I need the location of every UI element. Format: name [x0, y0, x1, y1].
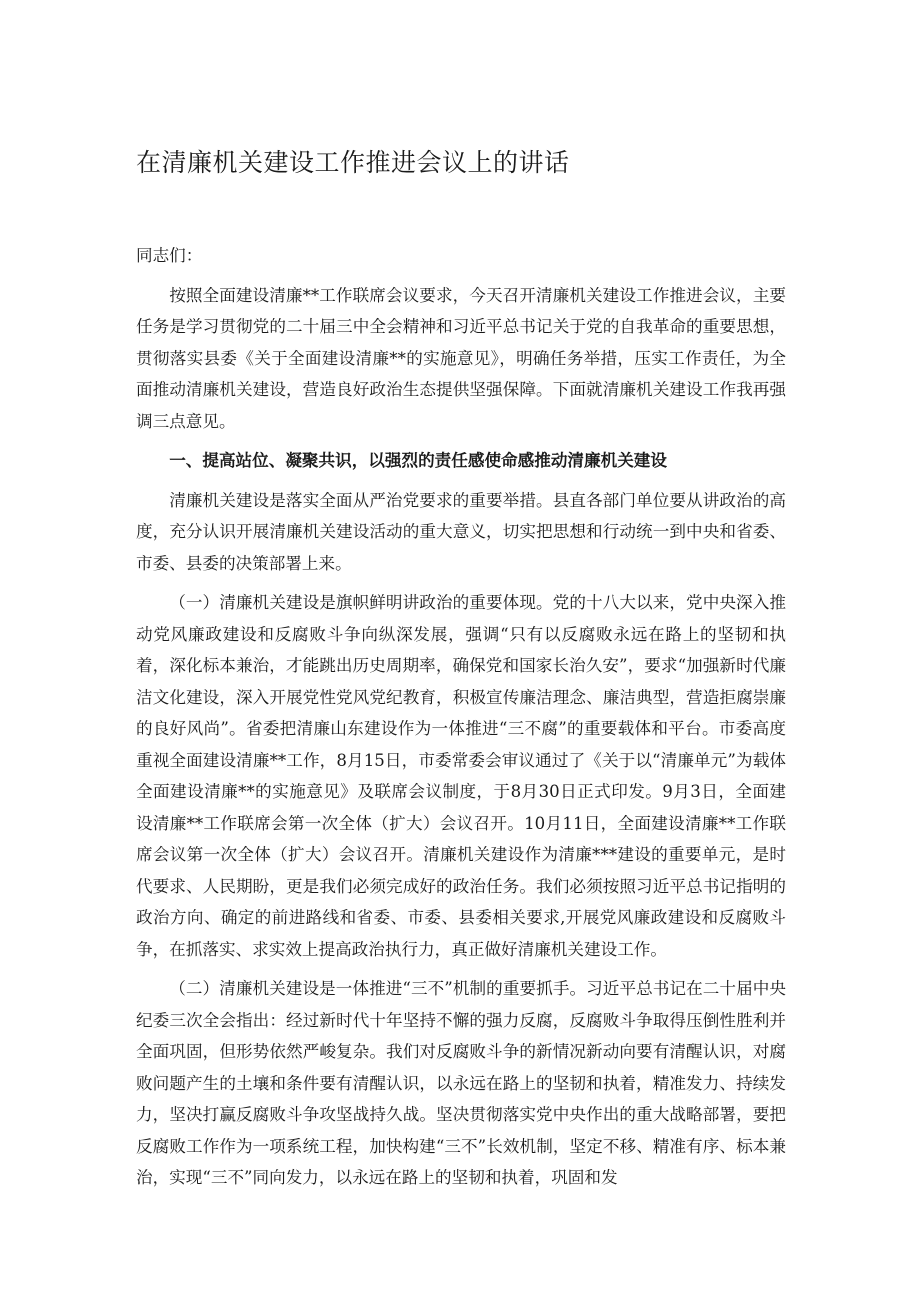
subsection-2-paragraph: （二）清廉机关建设是一体推进“三不”机制的重要抓手。习近平总书记在二十届中央纪委三次全会指出：经过新时代十年坚持不懈的强力反腐，反腐败斗争取得压倒性胜利并全面巩固，但形势依然严峻复杂。我们对反腐败斗争的新情况新动向要有清醒认识，对腐败问题产生的土壤和条件要有清醒认识，以永远在路上的坚韧和执着，精准发力、持续发力，坚决打赢反腐败斗争攻坚战持久战。坚决贯彻落实党中央作出的重大战略部署，要把反腐败工作作为一项系统工程，加快构建“三不”长效机制，坚定不移、精准有序、标本兼治，实现“三不”同向发力，以永远在路上的坚韧和执着，巩固和发	[136, 979, 786, 1187]
section-heading-1: 一、提高站位、凝聚共识，以强烈的责任感使命感推动清廉机关建设	[169, 450, 667, 470]
salutation: 同志们：	[136, 246, 203, 265]
intro-paragraph: 按照全面建设清廉**工作联席会议要求，今天召开清廉机关建设工作推进会议，主要任务是学习贯彻党的二十届三中全会精神和习近平总书记关于党的自我革命的重要思想，贯彻落实县委《关于全面建设清廉**的实施意见》，明确任务举措，压实工作责任，为全面推动清廉机关建设，营造良好政治生态提供坚强保障。下面就清廉机关建设工作我再强调三点意见。	[136, 285, 786, 431]
subsection-1-paragraph: （一）清廉机关建设是旗帜鲜明讲政治的重要体现。党的十八大以来，党中央深入推动党风廉政建设和反腐败斗争向纵深发展，强调“只有以反腐败永远在路上的坚韧和执着，深化标本兼治，才能跳出历史周期率，确保党和国家长治久安”，要求“加强新时代廉洁文化建设，深入开展党性党风党纪教育，积极宣传廉洁理念、廉洁典型，营造拒腐崇廉的良好风尚”。省委把清廉山东建设作为一体推进“三不腐”的重要载体和平台。市委高度重视全面建设清廉**工作，8月15日，市委常委会审议通过了《关于以“清廉单元”为载体全面建设清廉**的实施意见》及联席会议制度，于8月30日正式印发。9月3日，全面建设清廉**工作联席会第一次全体（扩大）会议召开。10月11日，全面建设清廉**工作联席会议第一次全体（扩大）会议召开。清廉机关建设作为清廉***建设的重要单元，是时代要求、人民期盼，更是我们必须完成好的政治任务。我们必须按照习近平总书记指明的政治方向、确定的前进路线和省委、市委、县委相关要求,开展党风廉政建设和反腐败斗争，在抓落实、求实效上提高政治执行力，真正做好清廉机关建设工作。	[136, 593, 786, 959]
document-body	[136, 240, 786, 1202]
section-1-paragraph: 清廉机关建设是落实全面从严治党要求的重要举措。县直各部门单位要从讲政治的高度，充分认识开展清廉机关建设活动的重大意义，切实把思想和行动统一到中央和省委、市委、县委的决策部署上来。	[136, 490, 786, 573]
document-title: 在清廉机关建设工作推进会议上的讲话	[136, 148, 570, 177]
